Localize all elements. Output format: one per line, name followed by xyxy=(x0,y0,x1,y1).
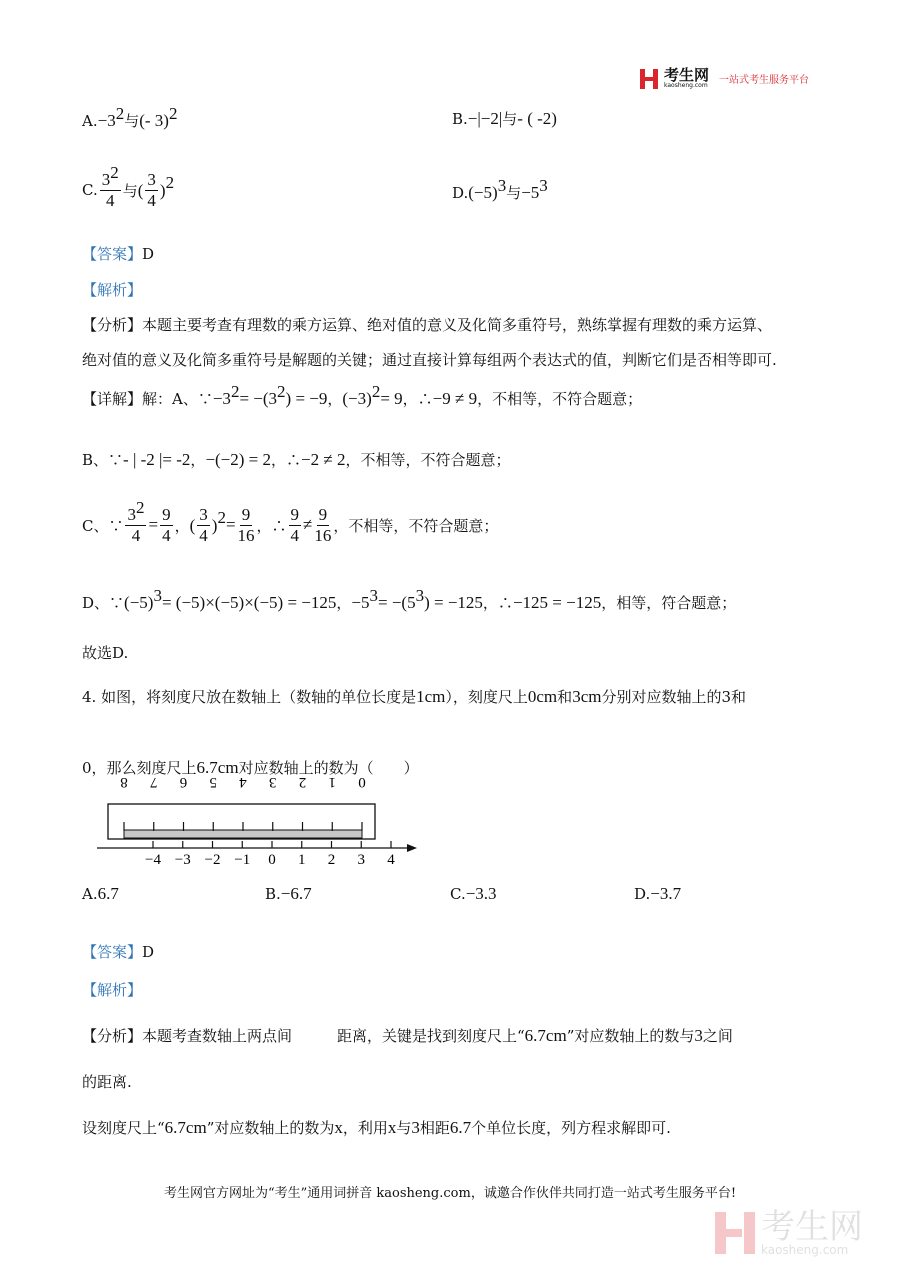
text-run: ，不相等，不符合题意； xyxy=(333,516,499,535)
math-expr: = xyxy=(148,515,159,535)
text-run: ，∴ xyxy=(402,390,433,408)
text-run: 个单位长度，列方程求解即可. xyxy=(471,1119,671,1137)
text-run: ，相等，符合题意； xyxy=(601,594,737,612)
math-expr: ) = −9 xyxy=(285,388,328,408)
fraction xyxy=(314,505,331,545)
opt-a xyxy=(82,103,178,131)
fenxi-1 xyxy=(82,314,772,335)
axis-arrow-icon xyxy=(407,844,417,852)
text-run: 【分析】本题考查数轴上两点间 距离，关键是找到刻度尺上“ xyxy=(82,1027,525,1045)
math-expr: 3 xyxy=(411,1117,420,1137)
fraction xyxy=(100,163,121,210)
header-logo xyxy=(640,68,809,89)
math-expr: −9 ≠ 9 xyxy=(432,388,478,408)
superscript: 3 xyxy=(369,585,378,605)
math-expr: 9 xyxy=(241,505,251,524)
axis-tick-label: 2 xyxy=(327,852,336,868)
answer-2 xyxy=(82,941,154,962)
superscript: 2 xyxy=(277,381,286,401)
text-run: 4. 如图，将刻度尺放在数轴上（数轴的单位长度是 xyxy=(82,688,417,706)
text-run: ， xyxy=(174,516,190,535)
text-run: 分别对应数轴上的3和 xyxy=(601,688,747,706)
math-expr: (−3) xyxy=(342,388,372,408)
denominator xyxy=(147,191,156,211)
math-expr: x xyxy=(334,1117,343,1137)
numerator xyxy=(317,505,330,526)
denominator xyxy=(314,526,331,546)
superscript: 2 xyxy=(135,498,145,517)
ruler-tick-label: 1 xyxy=(328,774,336,790)
numerator xyxy=(125,498,146,526)
fenxi-1b xyxy=(82,349,777,370)
math-expr: ) = −125 xyxy=(424,592,483,612)
ruler-tick-label: 7 xyxy=(150,774,158,790)
text-run: D、∵ xyxy=(82,594,125,612)
q4-line2 xyxy=(82,757,419,778)
fraction xyxy=(238,505,255,545)
math-expr: 4 xyxy=(131,525,141,545)
numerator xyxy=(197,505,210,526)
math-expr: 1cm xyxy=(416,686,446,706)
fraction xyxy=(145,170,158,210)
paren: ( xyxy=(189,515,196,535)
math-expr: (- 3) xyxy=(139,110,169,130)
math-expr: 3 xyxy=(147,170,156,189)
math-expr: 16 xyxy=(314,525,332,545)
text-run: 【详解】解：A、∵ xyxy=(82,390,213,408)
detail-c xyxy=(82,498,499,545)
math-expr: −5 xyxy=(521,182,540,202)
superscript: 2 xyxy=(115,103,125,123)
text-run: ，∴ xyxy=(482,594,513,612)
math-expr: = −(5 xyxy=(377,592,416,612)
math-expr: −|−2| xyxy=(467,108,503,128)
numerator xyxy=(240,505,253,526)
superscript: 2 xyxy=(168,103,178,123)
text-run: ， xyxy=(336,594,352,612)
math-expr: = xyxy=(225,515,236,535)
q4-line1 xyxy=(82,686,746,707)
text-run: 【分析】本题主要考查有理数的乘方运算、绝对值的意义及化简多重符号，熟练掌握有理数的乘方运算、 xyxy=(82,316,773,334)
fenxi-2c xyxy=(82,1117,671,1138)
superscript: 2 xyxy=(371,381,381,401)
footer-text: 考生网官方网址为“考生”通用词拼音 kaosheng.com，诚邀合作伙伴共同打造一站式考生服务平台! xyxy=(163,1186,737,1201)
paren: ) xyxy=(159,180,166,200)
text-run: ，不相等，不符合题意； xyxy=(477,390,643,408)
q4-opt-b xyxy=(265,884,312,904)
superscript: 3 xyxy=(539,175,548,195)
math-expr: 6.7cm xyxy=(196,757,239,777)
fraction xyxy=(160,505,173,545)
math-expr: −125 = −125 xyxy=(512,592,602,612)
logo-name: 考生网 xyxy=(664,66,710,84)
axis-tick-label: 0 xyxy=(268,852,276,868)
ruler-tick-label: 8 xyxy=(120,774,128,790)
axis-tick-label: 3 xyxy=(357,852,365,868)
text-run: 和 xyxy=(557,688,573,706)
ruler-tick-label: 5 xyxy=(209,774,217,790)
fraction xyxy=(125,498,146,545)
superscript: 3 xyxy=(497,175,507,195)
logo-icon xyxy=(640,69,658,89)
section-label: 【答案】 xyxy=(82,943,143,961)
text-run: D xyxy=(142,942,155,961)
fenxi-2b xyxy=(82,1071,132,1092)
text-run: B. xyxy=(265,885,281,903)
math-expr: 3 xyxy=(127,505,136,524)
math-expr: - | -2 |= -2 xyxy=(123,449,191,469)
text-run: A. xyxy=(82,111,98,130)
denominator xyxy=(132,526,141,546)
detail-d xyxy=(82,585,737,613)
text-run: ，∴ xyxy=(256,516,287,535)
math-expr: 6.7 xyxy=(449,1117,472,1137)
superscript: 3 xyxy=(153,585,162,605)
numerator xyxy=(289,505,302,526)
section-label: 【解析】 xyxy=(82,281,143,299)
text-run: 设刻度尺上“ xyxy=(82,1119,165,1137)
answer-1 xyxy=(82,243,154,264)
math-expr: (−5) xyxy=(468,182,498,202)
math-expr: 6.7cm xyxy=(164,1117,207,1137)
text-run: C. xyxy=(450,885,466,903)
math-expr: −3 xyxy=(212,388,231,408)
text-run: ），刻度尺上 xyxy=(445,688,528,706)
superscript: 2 xyxy=(165,173,175,193)
math-expr: 6.7 xyxy=(97,884,119,903)
math-expr: - ( -2) xyxy=(517,108,557,128)
axis-tick-label: −2 xyxy=(204,852,221,868)
text-run: 之间 xyxy=(702,1027,733,1045)
detail-a xyxy=(82,381,643,409)
text-run: ， xyxy=(327,390,343,408)
math-expr: 6.7cm xyxy=(524,1025,567,1045)
jiexi-1 xyxy=(82,279,142,300)
axis-tick-label: −3 xyxy=(174,852,191,868)
math-expr: −3.7 xyxy=(650,884,682,903)
watermark-domain: kaosheng.com xyxy=(761,1243,849,1257)
text-run: 0，那么刻度尺上 xyxy=(82,759,197,777)
text-run: 相距 xyxy=(419,1119,450,1137)
numerator xyxy=(145,170,158,191)
math-expr: −3 xyxy=(97,110,116,130)
math-expr: 4 xyxy=(162,525,171,545)
axis-tick-label: −1 xyxy=(234,852,251,868)
paren: ) xyxy=(211,515,218,535)
superscript: 3 xyxy=(415,585,425,605)
text-run: ，∴ xyxy=(271,451,302,469)
text-run: B. xyxy=(452,109,468,128)
numerator xyxy=(100,163,121,191)
math-expr: −(−2) = 2 xyxy=(205,449,272,469)
ruler-tick-label: 3 xyxy=(269,774,277,790)
ruler-tick-label: 6 xyxy=(179,774,188,790)
ruler-tick-label: 0 xyxy=(358,774,366,790)
text-run: 的距离. xyxy=(82,1073,132,1091)
math-expr: −5 xyxy=(351,592,370,612)
math-expr: 3 xyxy=(101,170,111,189)
math-expr: = (−5)×(−5)×(−5) = −125 xyxy=(161,592,337,612)
fraction xyxy=(289,505,302,545)
denominator xyxy=(106,191,115,211)
math-expr: = 9 xyxy=(380,388,403,408)
math-expr: −2 ≠ 2 xyxy=(301,449,346,469)
choose-1 xyxy=(82,642,128,663)
paren: ( xyxy=(137,180,144,200)
q4-opt-c xyxy=(450,884,497,904)
q4-opt-a xyxy=(82,884,119,904)
text-run: C. xyxy=(82,181,98,200)
axis-tick-label: 4 xyxy=(387,852,395,868)
math-expr: ≠ xyxy=(303,515,313,535)
ruler-bar xyxy=(124,830,362,838)
math-expr: −6.7 xyxy=(280,884,312,903)
math-expr: 0cm xyxy=(527,686,558,706)
denominator xyxy=(291,526,300,546)
math-expr: 4 xyxy=(290,525,300,545)
math-expr: −3.3 xyxy=(465,884,497,903)
denominator xyxy=(162,526,171,546)
superscript: 2 xyxy=(217,508,226,528)
fraction xyxy=(197,505,210,545)
text-run: C、∵ xyxy=(82,516,124,535)
math-expr: 4 xyxy=(105,190,115,210)
watermark-name: 考生网 xyxy=(761,1207,863,1247)
ruler-tick-label: 2 xyxy=(298,774,307,790)
math-expr: 3cm xyxy=(572,686,602,706)
q4-opt-d xyxy=(634,884,681,904)
text-run: ”对应数轴上的数为 xyxy=(206,1119,335,1137)
opt-c xyxy=(82,163,175,210)
superscript: 2 xyxy=(110,163,119,182)
watermark-logo xyxy=(715,1207,863,1257)
math-expr: 9 xyxy=(318,505,328,524)
math-expr: = −(3 xyxy=(239,388,278,408)
ruler-number-line-figure xyxy=(90,774,430,873)
opt-b xyxy=(452,108,557,129)
denominator xyxy=(238,526,255,546)
section-label: 【解析】 xyxy=(82,981,143,999)
math-expr: 9 xyxy=(290,505,300,524)
math-expr: (−5) xyxy=(124,592,154,612)
math-expr: 3 xyxy=(694,1025,703,1045)
math-expr: 4 xyxy=(147,190,156,210)
text-run: ”对应数轴上的数与 xyxy=(566,1027,695,1045)
text-run: 与 xyxy=(124,112,140,130)
axis-tick-label: −4 xyxy=(145,852,161,868)
text-run: 与 xyxy=(396,1119,412,1137)
text-run: 与 xyxy=(506,184,522,202)
denominator xyxy=(199,526,208,546)
opt-d xyxy=(452,175,548,203)
axis-tick-label: 1 xyxy=(298,852,306,868)
math-expr: x xyxy=(387,1117,397,1137)
text-run: D xyxy=(142,244,155,263)
text-run: D. xyxy=(452,183,469,202)
ruler-tick-label: 4 xyxy=(239,774,247,790)
text-run: A. xyxy=(82,885,98,903)
text-run: ， xyxy=(190,451,206,469)
math-expr: 4 xyxy=(199,525,208,545)
text-run: 与 xyxy=(122,181,138,200)
text-run: 绝对值的意义及化简多重符号是解题的关键；通过直接计算每组两个表达式的值，判断它们是否相等即可. xyxy=(82,351,777,369)
text-run: D. xyxy=(634,885,651,903)
text-run: 对应数轴上的数为（ ） xyxy=(238,759,419,777)
text-run: 故选D. xyxy=(82,644,129,662)
text-run: ，利用 xyxy=(342,1119,388,1137)
superscript: 2 xyxy=(230,381,240,401)
section-label: 【答案】 xyxy=(82,245,143,263)
slogan: 一站式考生服务平台 xyxy=(719,75,810,86)
fenxi-2 xyxy=(82,1025,733,1046)
watermark-icon xyxy=(715,1212,755,1254)
text-run: 与 xyxy=(502,110,518,128)
jiexi-2 xyxy=(82,979,142,1000)
text-run: B、∵ xyxy=(82,451,124,469)
math-expr: 9 xyxy=(162,505,171,524)
text-run: ，不相等，不符合题意； xyxy=(345,451,511,469)
detail-b xyxy=(82,449,510,470)
numerator xyxy=(160,505,173,526)
logo-domain: kaosheng.com xyxy=(664,82,708,89)
math-expr: 16 xyxy=(237,525,255,545)
math-expr: 3 xyxy=(199,505,208,524)
